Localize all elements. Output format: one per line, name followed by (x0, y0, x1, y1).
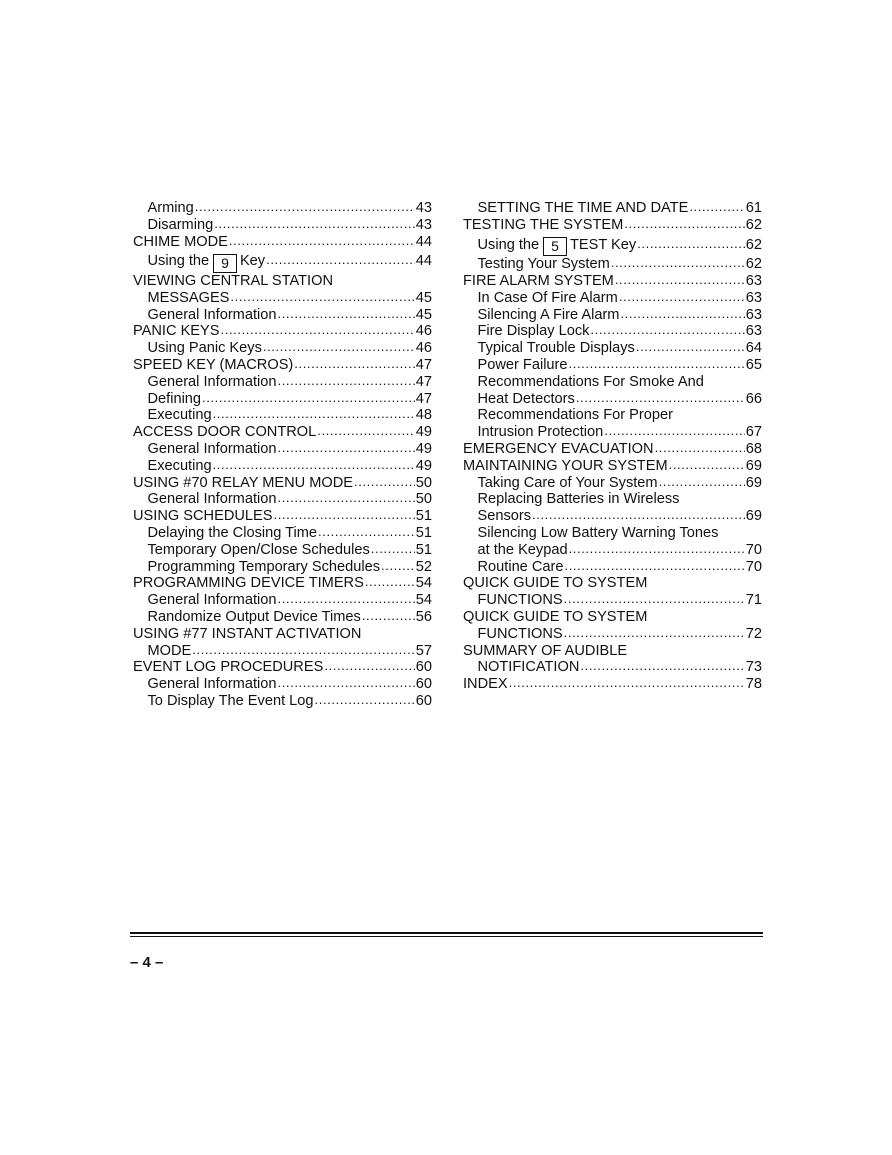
toc-entry-page: 45 (415, 306, 432, 323)
toc-entry-page: 68 (745, 441, 762, 458)
toc-entry-page: 50 (415, 474, 432, 491)
toc-entry (463, 508, 762, 525)
dot-leader (637, 233, 745, 256)
toc-entry (133, 609, 432, 626)
toc-entry-title: QUICK GUIDE TO SYSTEM (463, 575, 648, 592)
dot-leader (317, 423, 415, 440)
toc-entry-page: 72 (745, 625, 762, 642)
dot-leader (294, 356, 414, 373)
toc-entry (133, 491, 432, 508)
dot-leader (213, 406, 415, 423)
toc-entry (463, 340, 762, 357)
toc-entry-page: 52 (415, 558, 432, 575)
dot-leader (230, 289, 414, 306)
toc-entry-title: General Information (147, 676, 277, 693)
toc-entry-page: 57 (415, 642, 432, 659)
footer-rule-thin (130, 936, 763, 937)
toc-entry-title: Testing Your System (477, 256, 610, 273)
toc-entry-title: Power Failure (477, 357, 568, 374)
toc-entry-page: 62 (745, 256, 762, 273)
toc-entry-page: 54 (415, 592, 432, 609)
toc-entry-title: Using Panic Keys (147, 340, 262, 357)
dot-leader (580, 658, 744, 675)
toc-entry (463, 391, 762, 408)
dot-leader (590, 322, 744, 339)
toc-entry (463, 542, 762, 559)
toc-entry (133, 290, 432, 307)
toc-entry-title: Silencing Low Battery Warning Tones (477, 525, 719, 542)
toc-entry-page: 73 (745, 659, 762, 676)
keypad-key-box: 9 (213, 254, 237, 273)
toc-entry-page: 44 (415, 233, 432, 250)
toc-entry-title: PANIC KEYS (133, 323, 220, 340)
toc-entry-title: Replacing Batteries in Wireless (477, 491, 680, 508)
toc-entry-page: 47 (415, 373, 432, 390)
toc-entry (133, 307, 432, 324)
dot-leader (569, 356, 745, 373)
toc-entry-title: Using the (477, 236, 540, 253)
toc-entry-title: PROGRAMMING DEVICE TIMERS (133, 575, 364, 592)
toc-entry (133, 575, 432, 592)
toc-entry-title: Executing (147, 457, 212, 474)
toc-entry (133, 458, 432, 475)
toc-entry (463, 559, 762, 576)
dot-leader (362, 608, 415, 625)
footer-rule-thick (130, 932, 763, 934)
toc-entry (463, 659, 762, 676)
toc-entry-title: INDEX (463, 676, 508, 693)
toc-entry-page: 63 (745, 289, 762, 306)
toc-entry (133, 200, 432, 217)
dot-leader (569, 541, 745, 558)
toc-entry-title: Routine Care (477, 558, 564, 575)
toc-entry-page: 54 (415, 575, 432, 592)
dot-leader (611, 255, 745, 272)
toc-entry-title: Defining (147, 390, 202, 407)
toc-entry-page: 78 (745, 676, 762, 693)
toc-entry (463, 592, 762, 609)
toc-entry (133, 525, 432, 542)
toc-entry (463, 407, 762, 424)
dot-leader (565, 558, 745, 575)
toc-entry-page: 69 (745, 508, 762, 525)
dot-leader (214, 216, 415, 233)
toc-entry-page: 51 (415, 541, 432, 558)
toc-entry (463, 458, 762, 475)
toc-entry-page: 60 (415, 659, 432, 676)
toc-entry (133, 424, 432, 441)
toc-entry (463, 525, 762, 542)
dot-leader (604, 423, 745, 440)
toc-entry-page: 60 (415, 676, 432, 693)
toc-left-column (133, 200, 432, 710)
toc-entry-page: 69 (745, 457, 762, 474)
toc-entry (133, 659, 432, 676)
toc-entry (133, 592, 432, 609)
toc-entry (463, 374, 762, 391)
toc-entry (133, 250, 432, 273)
toc-entry (463, 217, 762, 234)
toc-entry (133, 234, 432, 251)
dot-leader (655, 440, 745, 457)
dot-leader (509, 675, 745, 692)
dot-leader (273, 507, 414, 524)
dot-leader (354, 474, 415, 491)
toc-entry-title: Taking Care of Your System (477, 474, 658, 491)
toc-entry-title: General Information (147, 306, 277, 323)
dot-leader (669, 457, 745, 474)
toc-entry-title: Delaying the Closing Time (147, 525, 318, 542)
dot-leader (277, 306, 414, 323)
toc-entry-title: SUMMARY OF AUDIBLE (463, 642, 628, 659)
toc-entry-title: USING SCHEDULES (133, 508, 273, 525)
toc-entry-page: 71 (745, 592, 762, 609)
toc-entry (133, 441, 432, 458)
toc-entry-page: 48 (415, 407, 432, 424)
toc-entry (463, 256, 762, 273)
toc-entry-title: FUNCTIONS (477, 592, 563, 609)
toc-entry (463, 323, 762, 340)
toc-entry-title: General Information (147, 441, 277, 458)
toc-entry-page: 67 (745, 424, 762, 441)
toc-entry-title-suffix: TEST Key (569, 236, 637, 253)
toc-entry-title: Arming (147, 200, 194, 216)
toc-entry-title: USING #77 INSTANT ACTIVATION (133, 625, 362, 642)
toc-entry-title: Recommendations For Smoke And (477, 373, 704, 390)
toc-entry-page: 61 (745, 200, 762, 216)
toc-entry (133, 626, 432, 643)
toc-entry-page: 70 (745, 541, 762, 558)
toc-entry (133, 676, 432, 693)
toc-entry-title: CHIME MODE (133, 233, 228, 250)
toc-entry-title: MESSAGES (147, 289, 230, 306)
toc-entry-title: Temporary Open/Close Schedules (147, 541, 370, 558)
dot-leader (659, 474, 745, 491)
dot-leader (277, 591, 414, 608)
toc-entry-title: Typical Trouble Displays (477, 340, 635, 357)
toc-entry-title: To Display The Event Log (147, 693, 314, 709)
toc-entry (133, 374, 432, 391)
page-number: – 4 – (130, 954, 164, 971)
toc-entry-page: 64 (745, 340, 762, 357)
toc-entry-page: 47 (415, 357, 432, 374)
toc-entry-title: MAINTAINING YOUR SYSTEM (463, 457, 668, 474)
dot-leader (202, 390, 415, 407)
dot-leader (371, 541, 415, 558)
toc-entry-page: 62 (745, 216, 762, 233)
dot-leader (689, 199, 744, 216)
toc-entry-title: at the Keypad (477, 541, 568, 558)
toc-entry-page: 69 (745, 474, 762, 491)
toc-entry-title: SETTING THE TIME AND DATE (477, 200, 689, 216)
toc-entry (463, 357, 762, 374)
dot-leader (318, 524, 415, 541)
toc-entry-title: Disarming (147, 216, 214, 233)
toc-entry-title: QUICK GUIDE TO SYSTEM (463, 609, 648, 626)
dot-leader (277, 373, 414, 390)
toc-entry-title: General Information (147, 491, 277, 508)
toc-entry-page: 51 (415, 525, 432, 542)
dot-leader (381, 558, 415, 575)
toc-entry-title: Fire Display Lock (477, 323, 590, 340)
toc-entry (133, 475, 432, 492)
toc-entry (463, 676, 762, 693)
toc-entry-page: 46 (415, 323, 432, 340)
toc-entry (463, 575, 762, 592)
dot-leader (576, 390, 745, 407)
toc-entry-page: 45 (415, 289, 432, 306)
toc-entry (133, 217, 432, 234)
toc-entry-page: 70 (745, 558, 762, 575)
toc-entry-title: EVENT LOG PROCEDURES (133, 659, 324, 676)
toc-entry-page: 50 (415, 491, 432, 508)
toc-entry-page: 51 (415, 508, 432, 525)
dot-leader (277, 675, 414, 692)
dot-leader (315, 692, 415, 709)
toc-entry-page: 66 (745, 390, 762, 407)
toc-entry (133, 391, 432, 408)
toc-entry (133, 643, 432, 660)
toc-entry (463, 290, 762, 307)
toc-entry-title: Programming Temporary Schedules (147, 558, 381, 575)
toc-entry (463, 234, 762, 257)
toc-entry-title: Sensors (477, 508, 532, 525)
dot-leader (532, 507, 745, 524)
toc-entry-page: 49 (415, 441, 432, 458)
dot-leader (266, 249, 415, 272)
dot-leader (221, 322, 415, 339)
dot-leader (365, 574, 415, 591)
dot-leader (620, 306, 744, 323)
toc-entry-title: General Information (147, 592, 277, 609)
dot-leader (229, 233, 415, 250)
dot-leader (277, 440, 414, 457)
toc-entry (133, 407, 432, 424)
toc-entry (133, 357, 432, 374)
dot-leader (192, 642, 414, 659)
toc-entry (133, 559, 432, 576)
toc-entry-title: EMERGENCY EVACUATION (463, 441, 654, 458)
toc-entry (133, 323, 432, 340)
toc-entry-title: Using the (147, 253, 210, 270)
toc-entry-page: 63 (745, 306, 762, 323)
toc-entry-page: 60 (415, 693, 432, 709)
toc-entry-page: 65 (745, 357, 762, 374)
toc-entry (463, 475, 762, 492)
dot-leader (213, 457, 415, 474)
toc-entry-title: TESTING THE SYSTEM (463, 216, 624, 233)
toc-entry (133, 508, 432, 525)
toc-entry-page: 44 (415, 253, 432, 270)
dot-leader (615, 272, 745, 289)
dot-leader (564, 625, 745, 642)
toc-entry-page: 46 (415, 340, 432, 357)
dot-leader (624, 216, 744, 233)
dot-leader (263, 339, 415, 356)
toc-entry-title: In Case Of Fire Alarm (477, 289, 618, 306)
dot-leader (564, 591, 745, 608)
toc-entry-title: ACCESS DOOR CONTROL (133, 424, 317, 441)
toc-entry-page: 43 (415, 200, 432, 216)
toc-entry-title: FIRE ALARM SYSTEM (463, 273, 614, 290)
dot-leader (619, 289, 745, 306)
toc-entry-page: 63 (745, 323, 762, 340)
toc-entry-page: 56 (415, 609, 432, 626)
toc-right-column (463, 200, 762, 693)
toc-entry (463, 491, 762, 508)
toc-entry (463, 200, 762, 217)
keypad-key-box: 5 (543, 237, 567, 256)
toc-entry-title: USING #70 RELAY MENU MODE (133, 474, 354, 491)
toc-entry-title: Intrusion Protection (477, 424, 604, 441)
toc-entry-title: Recommendations For Proper (477, 407, 673, 424)
toc-entry-title: Heat Detectors (477, 390, 575, 407)
dot-leader (195, 199, 415, 216)
toc-entry (133, 340, 432, 357)
toc-entry-title-suffix: Key (239, 253, 266, 270)
toc-entry-page: 49 (415, 457, 432, 474)
toc-entry-page: 63 (745, 273, 762, 290)
dot-leader (636, 339, 745, 356)
toc-entry (133, 542, 432, 559)
toc-entry-title: General Information (147, 373, 277, 390)
toc-entry-title: NOTIFICATION (477, 659, 580, 676)
dot-leader (277, 490, 414, 507)
toc-entry (463, 307, 762, 324)
toc-entry (463, 441, 762, 458)
toc-entry-page: 62 (745, 236, 762, 253)
toc-entry-page: 43 (415, 216, 432, 233)
toc-entry (463, 424, 762, 441)
toc-entry (133, 273, 432, 290)
dot-leader (324, 658, 414, 675)
toc-entry (463, 609, 762, 626)
toc-entry-title: SPEED KEY (MACROS) (133, 357, 294, 374)
toc-entry-title: FUNCTIONS (477, 625, 563, 642)
toc-entry (463, 273, 762, 290)
toc-entry-title: Executing (147, 407, 212, 424)
toc-entry (463, 626, 762, 643)
toc-entry-page: 47 (415, 390, 432, 407)
toc-entry-page: 49 (415, 424, 432, 441)
toc-entry (463, 643, 762, 660)
toc-entry-title: VIEWING CENTRAL STATION (133, 273, 334, 290)
toc-entry-title: Silencing A Fire Alarm (477, 306, 620, 323)
toc-entry-title: Randomize Output Device Times (147, 609, 361, 626)
toc-entry (133, 693, 432, 710)
toc-entry-title: MODE (147, 642, 192, 659)
